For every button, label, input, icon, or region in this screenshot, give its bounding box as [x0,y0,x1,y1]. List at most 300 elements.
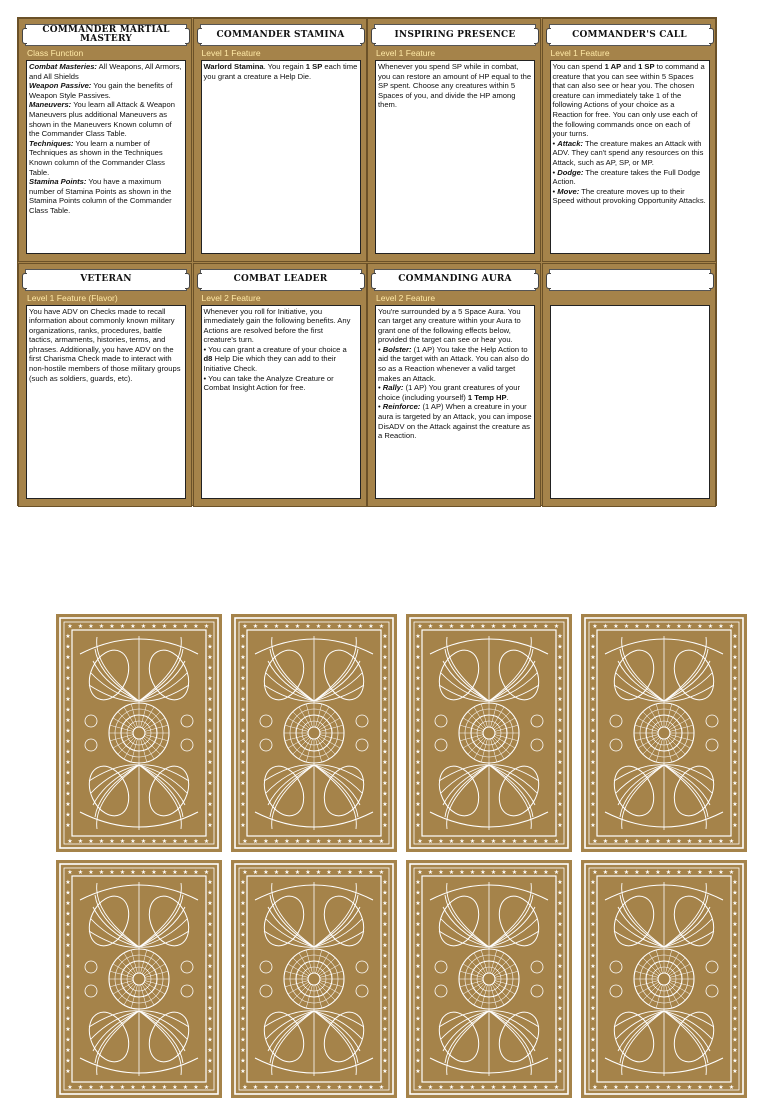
svg-text:★: ★ [207,675,213,682]
svg-text:★: ★ [240,900,246,907]
svg-text:★: ★ [151,869,157,876]
svg-text:★: ★ [109,623,115,630]
card-title-banner [374,269,536,291]
svg-text:★: ★ [305,1084,311,1091]
svg-text:★: ★ [240,921,246,928]
svg-text:★: ★ [88,869,94,876]
svg-text:★: ★ [557,879,563,886]
svg-text:★: ★ [590,1026,596,1033]
svg-text:★: ★ [415,664,421,672]
svg-text:★: ★ [732,1026,738,1033]
svg-text:★: ★ [490,1084,497,1091]
svg-text:★: ★ [623,838,630,845]
card-body [550,305,710,499]
svg-text:★: ★ [65,822,71,829]
svg-text:★: ★ [557,664,563,672]
svg-text:★: ★ [65,952,71,960]
svg-text:★: ★ [240,879,246,886]
svg-text:★: ★ [240,963,246,970]
svg-text:★: ★ [382,759,388,766]
card-paragraph: Stamina Points: You have a maximum number of Stamina Points as shown in the Stamina Points column of the Commander Class Table. [29,177,172,215]
svg-text:★: ★ [557,717,563,724]
svg-text:★: ★ [557,822,563,829]
svg-text:★: ★ [415,1057,421,1065]
svg-text:★: ★ [501,869,507,876]
card-paragraph: Maneuvers: You learn all Attack & Weapon Maneuvers plus additional Maneuvers as shown in the Maneuvers Known column of the Commander Class Table. [29,100,175,139]
svg-text:★: ★ [590,769,596,777]
svg-text:★: ★ [543,869,549,876]
card-back [581,860,747,1098]
svg-text:★: ★ [469,838,476,845]
svg-text:★: ★ [368,1084,374,1091]
svg-text:★: ★ [382,748,388,756]
svg-text:★: ★ [382,1068,388,1075]
svg-text:★: ★ [557,769,563,777]
svg-text:★: ★ [65,769,71,777]
svg-text:★: ★ [732,769,738,777]
svg-text:★: ★ [119,869,126,876]
svg-text:★: ★ [382,727,388,735]
svg-text:★: ★ [623,869,630,876]
svg-text:★: ★ [294,838,301,845]
svg-text:★: ★ [368,869,374,876]
svg-text:★: ★ [140,623,147,630]
svg-text:★: ★ [240,643,246,651]
svg-text:★: ★ [207,973,213,981]
card-title: COMMANDER MARTIAL MASTERY [42,25,170,44]
svg-text:★: ★ [590,696,596,703]
card-paragraph: • Reinforce: (1 AP) When a creature in your aura is targeted by an Attack, you can impose DisADV on the Attack against the creature as a Reaction. [378,402,532,441]
svg-text:★: ★ [415,769,421,777]
svg-text:★: ★ [240,1015,246,1023]
svg-text:★: ★ [336,623,343,630]
svg-text:★: ★ [415,759,421,766]
svg-text:★: ★ [207,963,213,970]
card-back-ornament-icon [56,860,222,1098]
svg-text:★: ★ [240,780,246,787]
svg-text:★: ★ [707,623,714,630]
svg-text:★: ★ [65,942,71,949]
svg-text:★: ★ [172,1084,178,1091]
svg-text:★: ★ [557,889,563,897]
svg-text:★: ★ [207,706,213,714]
svg-text:★: ★ [480,623,486,630]
svg-text:★: ★ [557,633,563,640]
svg-text:★: ★ [415,910,421,918]
svg-text:★: ★ [207,769,213,777]
svg-text:★: ★ [532,869,539,876]
svg-text:★: ★ [686,869,693,876]
card-body [26,305,186,499]
svg-text:★: ★ [207,952,213,960]
svg-text:★: ★ [613,1084,619,1091]
svg-text:★: ★ [448,623,455,630]
svg-text:★: ★ [242,1084,248,1091]
svg-text:★: ★ [480,869,486,876]
card-paragraph: Warlord Stamina. You regain 1 SP each time you grant a creature a Help Die. [203,62,358,81]
card-title: COMBAT LEADER [233,274,328,284]
svg-text:★: ★ [65,1026,71,1033]
svg-text:★: ★ [382,994,388,1002]
svg-text:★: ★ [415,727,421,735]
svg-text:★: ★ [347,838,353,845]
svg-text:★: ★ [415,706,421,714]
svg-text:★: ★ [305,623,311,630]
svg-text:★: ★ [590,748,596,756]
card-paragraph: Combat Masteries: All Weapons, All Armors, and All Shields [29,62,182,81]
svg-text:★: ★ [697,869,703,876]
svg-text:★: ★ [732,1068,738,1075]
svg-text:★: ★ [448,869,455,876]
svg-text:★: ★ [590,1057,596,1065]
svg-text:★: ★ [240,696,246,703]
svg-text:★: ★ [590,1047,596,1054]
svg-text:★: ★ [240,1005,246,1012]
svg-text:★: ★ [207,664,213,672]
svg-text:★: ★ [459,623,465,630]
svg-text:★: ★ [130,838,136,845]
svg-text:★: ★ [119,838,126,845]
svg-text:★: ★ [415,973,421,981]
svg-text:★: ★ [151,623,157,630]
svg-text:★: ★ [336,838,343,845]
svg-text:★: ★ [718,1084,724,1091]
svg-text:★: ★ [193,1084,199,1091]
svg-text:★: ★ [378,1084,385,1091]
svg-text:★: ★ [557,900,563,907]
svg-text:★: ★ [240,1047,246,1054]
svg-text:★: ★ [718,623,724,630]
svg-text:★: ★ [65,1068,71,1075]
svg-text:★: ★ [382,822,388,829]
card-paragraph: • Bolster: (1 AP) You take the Help Action to aid the target with an Attack. You can also do so as a Reaction whenever a valid target makes an Attack. [378,344,530,383]
card-body [26,60,186,254]
card-title: COMMANDER'S CALL [572,29,687,40]
svg-text:★: ★ [368,838,374,845]
svg-text:★: ★ [207,1026,213,1033]
svg-text:★: ★ [415,822,421,829]
svg-text:★: ★ [686,838,693,845]
svg-text:★: ★ [207,738,213,745]
svg-text:★: ★ [415,994,421,1002]
svg-text:★: ★ [382,921,388,928]
svg-text:★: ★ [240,994,246,1002]
svg-text:★: ★ [263,623,269,630]
svg-text:★: ★ [634,838,640,845]
card-paragraph: • You can grant a creature of your choice a d8 Help Die which they can add to their Initiative Check. [203,344,347,374]
svg-text:★: ★ [707,1084,714,1091]
svg-text:★: ★ [207,889,213,897]
card-back [406,614,572,852]
svg-text:★: ★ [240,633,246,640]
svg-text:★: ★ [490,838,497,845]
svg-text:★: ★ [98,1084,105,1091]
svg-text:★: ★ [240,801,246,808]
svg-text:★: ★ [151,1084,157,1091]
svg-text:★: ★ [382,952,388,960]
svg-text:★: ★ [130,869,136,876]
svg-text:★: ★ [438,869,444,876]
svg-text:★: ★ [557,801,563,808]
ability-card [542,263,716,507]
svg-text:★: ★ [438,623,444,630]
svg-text:★: ★ [590,1036,596,1044]
svg-text:★: ★ [207,1068,213,1075]
card-title-banner [549,269,711,291]
svg-text:★: ★ [294,1084,301,1091]
svg-text:★: ★ [732,654,738,661]
svg-text:★: ★ [592,838,598,845]
svg-text:★: ★ [130,623,136,630]
svg-text:★: ★ [553,869,560,876]
svg-text:★: ★ [438,838,444,845]
svg-text:★: ★ [415,931,421,939]
ability-card [193,18,367,262]
svg-text:★: ★ [67,838,73,845]
svg-text:★: ★ [732,780,738,787]
svg-text:★: ★ [207,633,213,640]
svg-text:★: ★ [207,1047,213,1054]
svg-text:★: ★ [294,869,301,876]
svg-text:★: ★ [655,1084,661,1091]
svg-text:★: ★ [592,1084,598,1091]
svg-text:★: ★ [326,838,332,845]
svg-text:★: ★ [602,869,609,876]
svg-text:★: ★ [415,984,421,991]
svg-text:★: ★ [686,1084,693,1091]
svg-text:★: ★ [65,675,71,682]
svg-text:★: ★ [557,1015,563,1023]
svg-text:★: ★ [732,942,738,949]
card-title: COMMANDER STAMINA [216,29,345,40]
svg-text:★: ★ [590,780,596,787]
svg-text:★: ★ [207,942,213,949]
svg-text:★: ★ [382,706,388,714]
svg-text:★: ★ [553,623,560,630]
svg-text:★: ★ [501,838,507,845]
svg-text:★: ★ [382,1026,388,1033]
svg-text:★: ★ [501,1084,507,1091]
svg-text:★: ★ [240,822,246,829]
svg-text:★: ★ [543,1084,549,1091]
svg-text:★: ★ [728,1084,735,1091]
svg-text:★: ★ [203,838,210,845]
svg-text:★: ★ [382,910,388,918]
svg-text:★: ★ [415,952,421,960]
svg-text:★: ★ [732,1015,738,1023]
svg-text:★: ★ [240,952,246,960]
svg-text:★: ★ [427,869,434,876]
svg-text:★: ★ [207,643,213,651]
svg-text:★: ★ [676,869,682,876]
svg-text:★: ★ [676,623,682,630]
svg-text:★: ★ [65,963,71,970]
card-title-banner [374,24,536,46]
svg-text:★: ★ [707,838,714,845]
svg-text:★: ★ [77,838,84,845]
svg-text:★: ★ [557,1036,563,1044]
svg-text:★: ★ [732,984,738,991]
svg-text:★: ★ [557,654,563,661]
svg-text:★: ★ [207,1036,213,1044]
ability-card [367,263,541,507]
svg-text:★: ★ [557,790,563,798]
svg-text:★: ★ [65,973,71,981]
svg-text:★: ★ [480,1084,486,1091]
svg-text:★: ★ [240,738,246,745]
svg-text:★: ★ [728,838,735,845]
svg-text:★: ★ [65,1057,71,1065]
svg-text:★: ★ [207,685,213,693]
svg-text:★: ★ [553,838,560,845]
svg-text:★: ★ [182,838,189,845]
svg-text:★: ★ [417,623,423,630]
svg-text:★: ★ [732,706,738,714]
svg-text:★: ★ [305,838,311,845]
svg-text:★: ★ [65,889,71,897]
svg-text:★: ★ [240,748,246,756]
svg-text:★: ★ [732,1036,738,1044]
svg-text:★: ★ [590,984,596,991]
svg-text:★: ★ [109,838,115,845]
svg-text:★: ★ [415,675,421,682]
card-title: INSPIRING PRESENCE [394,29,516,40]
svg-text:★: ★ [207,654,213,661]
svg-text:★: ★ [590,942,596,949]
svg-text:★: ★ [161,1084,168,1091]
svg-text:★: ★ [240,1036,246,1044]
svg-text:★: ★ [242,838,248,845]
svg-text:★: ★ [67,869,73,876]
svg-text:★: ★ [305,869,311,876]
svg-text:★: ★ [448,1084,455,1091]
svg-text:★: ★ [242,869,248,876]
svg-text:★: ★ [284,838,290,845]
svg-text:★: ★ [417,869,423,876]
svg-text:★: ★ [511,838,518,845]
svg-text:★: ★ [557,738,563,745]
svg-text:★: ★ [590,931,596,939]
svg-text:★: ★ [728,869,735,876]
svg-text:★: ★ [240,942,246,949]
svg-text:★: ★ [590,811,596,819]
svg-text:★: ★ [415,879,421,886]
card-paragraph: • Move: The creature moves up to their Speed without provoking Opportunity Attacks. [552,186,706,206]
card-paragraph: • Rally: (1 AP) You grant creatures of your choice (including yourself) 1 Temp HP. [378,383,520,402]
svg-text:★: ★ [207,879,213,886]
svg-text:★: ★ [315,838,322,845]
svg-text:★: ★ [557,643,563,651]
svg-text:★: ★ [119,1084,126,1091]
card-back [231,860,397,1098]
svg-text:★: ★ [732,910,738,918]
svg-text:★: ★ [686,623,693,630]
card-back [56,860,222,1098]
svg-text:★: ★ [415,790,421,798]
svg-text:★: ★ [557,952,563,960]
svg-text:★: ★ [590,879,596,886]
svg-text:★: ★ [602,838,609,845]
card-paragraph: You're surrounded by a 5 Space Aura. You can target any creature within your Aura to grant one of the following effects below, provided the target can see or hear you. [378,306,521,345]
svg-text:★: ★ [240,675,246,682]
svg-text:★: ★ [557,994,563,1002]
svg-text:★: ★ [382,801,388,808]
svg-text:★: ★ [532,1084,539,1091]
svg-text:★: ★ [207,790,213,798]
svg-text:★: ★ [252,869,259,876]
svg-text:★: ★ [347,1084,353,1091]
svg-text:★: ★ [557,780,563,787]
svg-text:★: ★ [65,696,71,703]
svg-text:★: ★ [207,910,213,918]
svg-text:★: ★ [240,727,246,735]
svg-text:★: ★ [732,952,738,960]
svg-text:★: ★ [65,1015,71,1023]
svg-text:★: ★ [240,654,246,661]
svg-text:★: ★ [98,869,105,876]
svg-text:★: ★ [315,623,322,630]
svg-text:★: ★ [415,1005,421,1012]
svg-text:★: ★ [88,838,94,845]
svg-text:★: ★ [336,869,343,876]
ability-card [18,263,192,507]
svg-text:★: ★ [415,643,421,651]
svg-text:★: ★ [252,838,259,845]
svg-text:★: ★ [590,706,596,714]
svg-text:★: ★ [347,869,353,876]
card-body [375,305,535,499]
svg-text:★: ★ [382,1047,388,1054]
svg-text:★: ★ [732,822,738,829]
svg-text:★: ★ [326,623,332,630]
svg-text:★: ★ [728,623,735,630]
svg-text:★: ★ [65,685,71,693]
svg-text:★: ★ [415,633,421,640]
svg-text:★: ★ [182,1084,189,1091]
svg-text:★: ★ [119,623,126,630]
svg-text:★: ★ [590,633,596,640]
svg-text:★: ★ [732,1047,738,1054]
svg-text:★: ★ [557,696,563,703]
card-subtitle: Level 2 Feature [376,292,436,303]
svg-text:★: ★ [590,664,596,672]
svg-text:★: ★ [557,1047,563,1054]
card-back [56,614,222,852]
svg-text:★: ★ [557,727,563,735]
svg-text:★: ★ [382,963,388,970]
svg-text:★: ★ [207,931,213,939]
svg-text:★: ★ [427,623,434,630]
svg-text:★: ★ [382,1036,388,1044]
svg-text:★: ★ [294,623,301,630]
svg-text:★: ★ [469,869,476,876]
svg-text:★: ★ [676,1084,682,1091]
svg-text:★: ★ [240,910,246,918]
svg-text:★: ★ [65,879,71,886]
svg-text:★: ★ [207,1057,213,1065]
svg-text:★: ★ [557,748,563,756]
svg-text:★: ★ [732,748,738,756]
svg-text:★: ★ [732,879,738,886]
card-back-ornament-icon [231,860,397,1098]
svg-text:★: ★ [718,869,724,876]
svg-text:★: ★ [182,869,189,876]
svg-text:★: ★ [557,963,563,970]
svg-text:★: ★ [98,838,105,845]
svg-text:★: ★ [88,623,94,630]
svg-text:★: ★ [732,727,738,735]
svg-text:★: ★ [501,623,507,630]
